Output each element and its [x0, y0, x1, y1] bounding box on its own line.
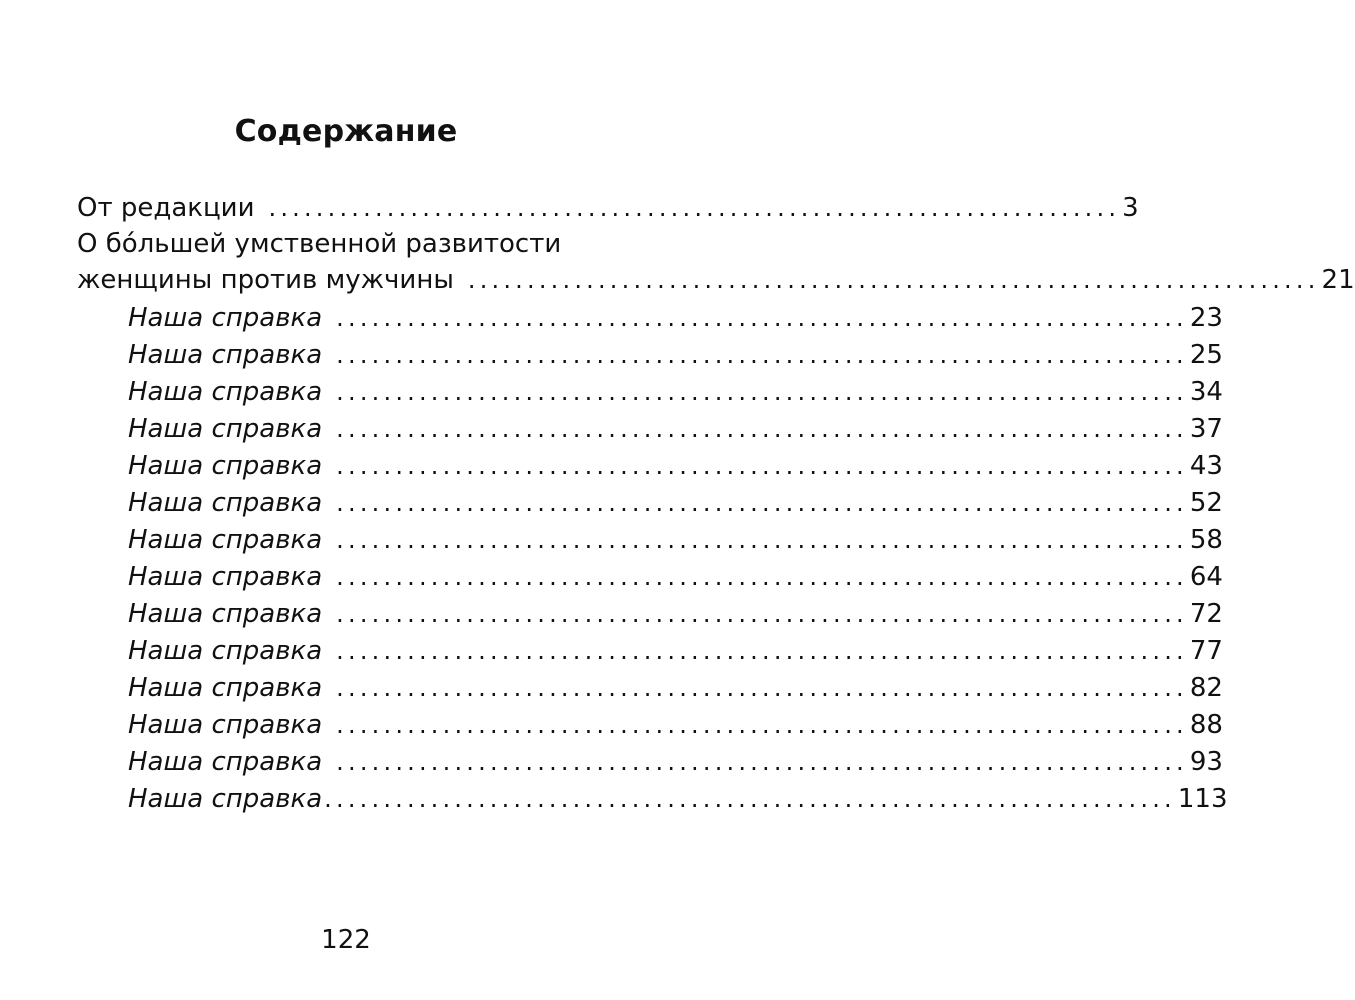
- toc-subentry[interactable]: [128, 559, 1223, 595]
- dot-leader: ........................................................................: [336, 674, 1188, 702]
- toc-entry-title: Наша справка: [128, 784, 323, 814]
- toc-subentry[interactable]: [128, 374, 1223, 410]
- dot-leader: ........................................................................: [336, 304, 1188, 332]
- toc-entry-title: Наша справка: [128, 636, 323, 666]
- toc-entry-page: 72: [1189, 599, 1223, 629]
- toc-entry-title: Наша справка: [128, 747, 323, 777]
- dot-leader: ........................................................................: [336, 711, 1188, 739]
- toc-subentry[interactable]: [128, 707, 1223, 743]
- toc-entry-title: От редакции: [77, 193, 255, 223]
- toc-entry-page: 37: [1189, 414, 1223, 444]
- toc-entry-page: 21: [1321, 265, 1355, 295]
- dot-leader: ........................................................................: [336, 378, 1188, 406]
- dot-leader: ........................................................................: [336, 563, 1188, 591]
- toc-entry-title: Наша справка: [128, 599, 323, 629]
- toc-entry-page: 23: [1189, 303, 1223, 333]
- dot-leader: ........................................................................: [336, 415, 1188, 443]
- page-number: 122: [321, 925, 371, 955]
- dot-leader: ........................................................................: [336, 748, 1188, 776]
- dot-leader: ........................................................................: [336, 600, 1188, 628]
- toc-entry-page: 64: [1189, 562, 1223, 592]
- toc-subentry[interactable]: [128, 633, 1223, 669]
- toc-subentry[interactable]: [128, 485, 1223, 521]
- dot-leader: ........................................................................: [336, 341, 1188, 369]
- toc-entry-page: 88: [1189, 710, 1223, 740]
- toc-entry-title: Наша справка: [128, 525, 323, 555]
- toc-entry-title: Наша справка: [128, 710, 323, 740]
- toc-subentry[interactable]: [128, 300, 1223, 336]
- toc-entry-page: 93: [1189, 747, 1223, 777]
- toc-entry-page: 43: [1189, 451, 1223, 481]
- toc-entry-title: Наша справка: [128, 488, 323, 518]
- toc-subentry[interactable]: [128, 670, 1223, 706]
- toc-entry-title: Наша справка: [128, 303, 323, 333]
- toc-entry-title: Наша справка: [128, 451, 323, 481]
- toc-entry-title: Наша справка: [128, 340, 323, 370]
- toc-entry[interactable]: [77, 262, 1355, 298]
- toc-subentry[interactable]: [128, 744, 1223, 780]
- toc-entry-page: 52: [1189, 488, 1223, 518]
- toc-entry-page: 25: [1189, 340, 1223, 370]
- toc-entry-page: 82: [1189, 673, 1223, 703]
- toc-subentry[interactable]: [128, 781, 1228, 817]
- toc-subentry[interactable]: [128, 337, 1223, 373]
- dot-leader: ........................................................................: [268, 194, 1121, 222]
- toc-entry-title: Наша справка: [128, 414, 323, 444]
- toc-subentry[interactable]: [128, 411, 1223, 447]
- toc-entry-page: 77: [1189, 636, 1223, 666]
- toc-entry-page: 113: [1177, 784, 1228, 814]
- dot-leader: ........................................................................: [336, 489, 1188, 517]
- dot-leader: ........................................................................: [324, 785, 1176, 813]
- toc-subentry[interactable]: [128, 596, 1223, 632]
- toc-entry[interactable]: [77, 190, 1139, 226]
- toc-entry-page: 3: [1122, 193, 1139, 223]
- dot-leader: ........................................................................: [336, 526, 1188, 554]
- toc-subentry[interactable]: [128, 448, 1223, 484]
- toc-subentry[interactable]: [128, 522, 1223, 558]
- dot-leader: ........................................................................: [467, 266, 1320, 294]
- dot-leader: ........................................................................: [336, 637, 1188, 665]
- toc-entry-title: женщины против мужчины: [77, 265, 454, 295]
- toc-entry-page: 34: [1189, 377, 1223, 407]
- toc-entry-title-line1[interactable]: О бóльшей умственной развитости: [77, 229, 562, 259]
- dot-leader: ........................................................................: [336, 452, 1188, 480]
- toc-entry-page: 58: [1189, 525, 1223, 555]
- toc-entry-title: Наша справка: [128, 377, 323, 407]
- page-title: Содержание: [234, 114, 458, 149]
- toc-entry-title: Наша справка: [128, 673, 323, 703]
- toc-entry-title: Наша справка: [128, 562, 323, 592]
